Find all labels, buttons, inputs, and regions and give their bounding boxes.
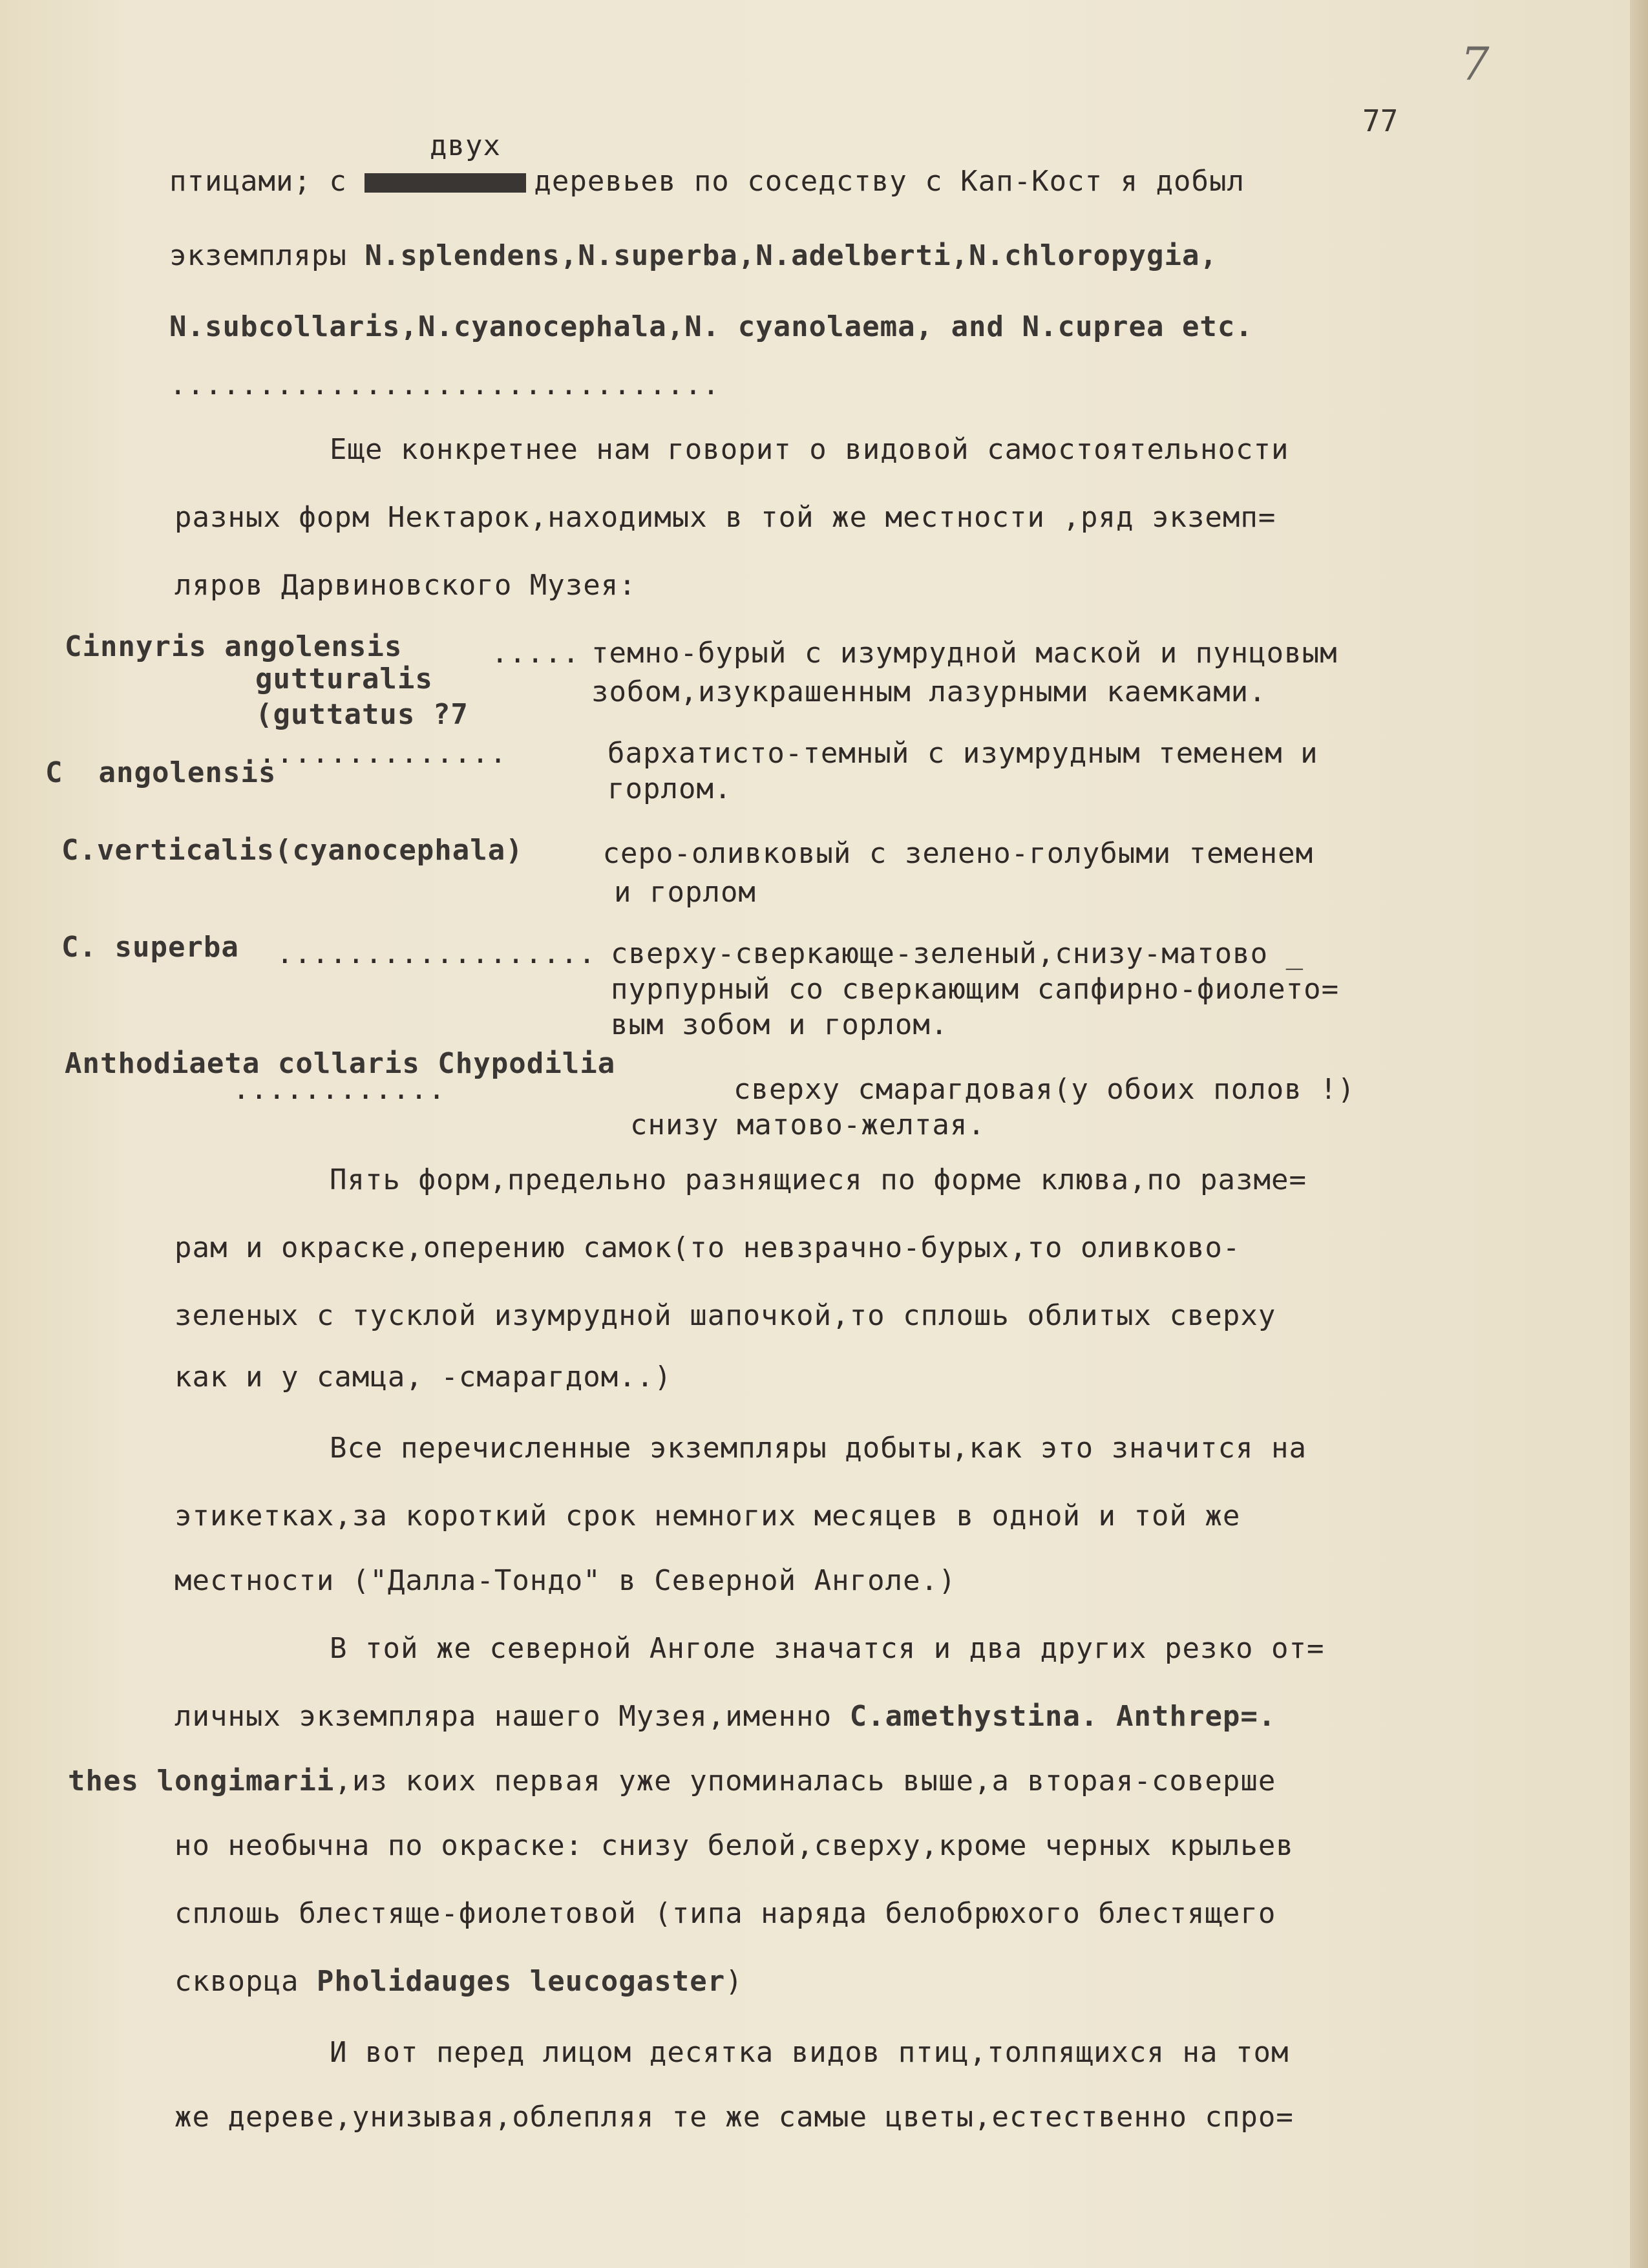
text-line: личных экземпляра нашего Музея,именно C.amethystina. Anthrep=. xyxy=(174,1700,1276,1733)
text-line: Все перечисленные экземпляры добыты,как это значится на xyxy=(330,1432,1307,1465)
text-line: Пять форм,предельно разнящиеся по форме клюва,по разме= xyxy=(330,1163,1307,1196)
text-line: разных форм Нектарок,находимых в той же местности ,ряд экземп= xyxy=(174,501,1276,534)
strikeout-mark xyxy=(364,173,526,193)
text-line: В той же северной Анголе значатся и два других резко от= xyxy=(330,1632,1325,1665)
specimen-description: и горлом xyxy=(614,876,756,909)
specimen-description: пурпурный со сверкающим сапфирно-фиолето= xyxy=(611,973,1340,1006)
specimen-name: Anthodiaeta collaris Chypodilia xyxy=(65,1047,616,1080)
text-line: ляров Дарвиновского Музея: xyxy=(174,569,637,602)
text-line: же дереве,унизывая,облепляя те же самые цветы,естественно спро= xyxy=(174,2101,1294,2134)
page-edge xyxy=(1630,0,1648,2268)
text-line: скворца Pholidauges leucogaster) xyxy=(174,1965,743,1998)
specimen-name: Cinnyris angolensis xyxy=(65,630,403,663)
specimen-description: снизу матово-желтая. xyxy=(630,1108,986,1141)
text-line: но необычна по окраске: снизу белой,сверху,кроме черных крыльев xyxy=(174,1829,1294,1862)
dotted-separator: ............................... xyxy=(169,368,721,401)
text-line: thes longimarii,из коих первая уже упоминалась выше,а вторая-соверше xyxy=(68,1765,1276,1797)
text-line: этикетках,за короткий срок немногих месяцев в одной и той же xyxy=(174,1500,1241,1532)
text-line: И вот перед лицом десятка видов птиц,толпящихся на том xyxy=(330,2036,1289,2069)
text-line: экземпляры N.splendens,N.superba,N.adelberti,N.chloropygia, xyxy=(169,239,1218,272)
text-line: зеленых с тусклой изумрудной шапочкой,то сплошь облитых сверху xyxy=(174,1299,1276,1332)
text-line: N.subcollaris,N.cyanocephala,N. cyanolaema, and N.cuprea etc. xyxy=(169,310,1253,343)
text-line: местности ("Далла-Тондо" в Северной Анголе.) xyxy=(174,1564,956,1597)
specimen-description: горлом. xyxy=(607,772,732,805)
text-line: рам и окраске,оперению самок(то невзрачно-бурых,то оливково- xyxy=(174,1231,1241,1264)
text-line: сплошь блестяще-фиолетовой (типа наряда белобрюхого блестящего xyxy=(174,1897,1276,1930)
specimen-name: C.verticalis(cyanocephala) xyxy=(61,834,523,867)
inserted-word: двух xyxy=(430,129,501,162)
dot-leader: ..... xyxy=(491,637,580,670)
specimen-alt-name: (guttatus ?7 xyxy=(255,698,469,731)
specimen-description: сверху-сверкающе-зеленый,снизу-матово _ xyxy=(611,937,1304,970)
specimen-alt-name: gutturalis xyxy=(255,662,433,695)
dot-leader: .............. xyxy=(259,737,507,770)
specimen-description: серо-оливковый с зелено-голубыми теменем xyxy=(585,837,1314,870)
specimen-description: вым зобом и горлом. xyxy=(611,1008,949,1041)
specimen-name: C. superba xyxy=(61,931,239,964)
text-line: Еще конкретнее нам говорит о видовой самостоятельности xyxy=(330,433,1289,466)
specimen-description: темно-бурый с изумрудной маской и пунцовым xyxy=(591,637,1338,670)
specimen-description: зобом,изукрашенным лазурными каемками. xyxy=(591,675,1267,708)
specimen-description: сверху смарагдовая(у обоих полов !) xyxy=(734,1073,1356,1106)
text-line: как и у самца, -смарагдом..) xyxy=(174,1361,672,1394)
specimen-description: бархатисто-темный с изумрудным теменем и xyxy=(607,737,1318,770)
dot-leader: .................. xyxy=(259,937,597,970)
text-line: птицами; с деревьев по соседству с Кап-Кост я добыл xyxy=(169,165,1245,198)
specimen-name: C angolensis xyxy=(45,756,277,789)
handwritten-page-number: 7 xyxy=(1461,37,1490,90)
typed-page-number: 77 xyxy=(1362,103,1399,138)
dot-leader: ............ xyxy=(233,1073,446,1106)
